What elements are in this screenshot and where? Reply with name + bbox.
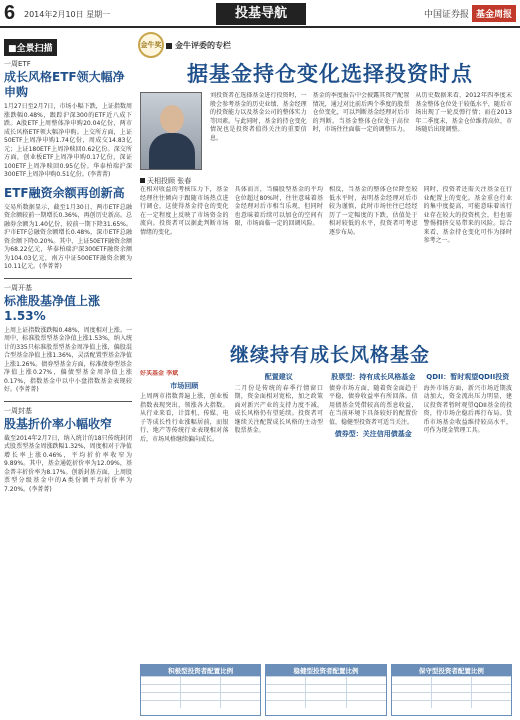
table-row bbox=[266, 676, 385, 684]
table-title: 保守型投资者配置比例 bbox=[392, 665, 511, 676]
article-columns bbox=[140, 186, 512, 326]
table-row bbox=[392, 684, 511, 692]
kicker: 一周开基 bbox=[4, 283, 32, 292]
headline: 标准股基净值上涨1.53% bbox=[4, 293, 101, 323]
left-block-etf bbox=[4, 59, 132, 180]
divider bbox=[4, 401, 132, 402]
page-header bbox=[0, 0, 520, 28]
second-article-columns bbox=[140, 370, 512, 662]
article-column bbox=[424, 370, 513, 662]
article-column: 基金的季度报告中会披露其资产配置情况，通过对比前后两个季度的股票仓位变化，可以判断基金经理对后市的判断。当基金整体仓位处于高位时，市场往往面临一定的调整压力。 bbox=[312, 92, 410, 133]
divider bbox=[4, 278, 132, 279]
logo-icon: 金牛奖 bbox=[138, 32, 164, 58]
byline: 好买基金 李斌 bbox=[140, 370, 179, 377]
allocation-tables bbox=[140, 664, 512, 716]
subhead: 配置建议 bbox=[264, 373, 293, 381]
allocation-table-conservative bbox=[391, 664, 512, 716]
article-column: 同时，投资者还需关注基金在行业配置上的变化。基金重仓行业的集中度提高，可能意味着该行业存在较大的投资机会，但也需警惕拥挤交易带来的风险。综合来看，基金持仓变化可作为择时参考之一。 bbox=[423, 186, 512, 244]
article-column: 在相对收益的考核压力下，基金经理往往倾向于跟随市场热点进行调仓，这使得基金持仓的变化在一定程度上反映了市场资金的流向。投资者可以据此判断市场情绪的变化。 bbox=[140, 186, 229, 236]
table-row bbox=[141, 684, 260, 692]
subhead: 市场回顾 bbox=[170, 381, 199, 390]
article-column: 具体而言，当偏股型基金的平均仓位超过80%时，往往意味着基金经理对后市相当乐观，但同时也意味着后续可以加仓的空间有限，市场面临一定的回调风险。 bbox=[234, 186, 323, 227]
author-photo bbox=[140, 92, 202, 170]
brand-section: 基金周报 bbox=[472, 5, 516, 22]
second-headline: 继续持有成长风格基金 bbox=[229, 344, 430, 366]
section-badge: 投基导航 bbox=[216, 3, 306, 25]
headline: ETF融资余额再创新高 bbox=[4, 185, 125, 200]
table-title: 积极型投资者配置比例 bbox=[141, 665, 260, 676]
photo-head bbox=[160, 105, 184, 133]
body-text: 上周上证指数涨跌幅0.48%，周度相对上涨。一周中，标准股票型基金净值上涨1.53%，纳入统计的335只标准股票型基金周净值上涨，偏股混合型基金净值上涨1.36%，灵活配置型基金净值上涨1.26%。债券型基金方面，标准债券型基金净值上涨0.27%，偏债型基金周净值上涨0.17%，指数基金中以中小盘指数基金表现较好。(李菁菁) bbox=[4, 326, 132, 393]
article-column bbox=[235, 370, 324, 662]
table-row bbox=[392, 692, 511, 700]
kicker: 一周封基 bbox=[4, 406, 32, 415]
left-block-open-fund bbox=[4, 283, 132, 395]
subhead: QDII：暂时观望QDII投资 bbox=[426, 373, 510, 381]
left-block-closed-fund bbox=[4, 406, 132, 495]
table-row bbox=[141, 692, 260, 700]
headline: 成长风格ETF领大幅净申购 bbox=[4, 70, 125, 99]
body-text: 截至2014年2月7日，纳入统计的18只传统封闭式股票型基金周涨跌幅1.32%，周度相对于净值增长率上涨0.46%，平均折价率收窄为9.89%。其中，基金通乾折价率为12.09%，基金普丰折价率为8.17%。创新封基方面，上周股票型分级基金中的A类份额平均折价率为7.20%。(李菁菁) bbox=[4, 434, 132, 493]
issue-date: 2014年2月10日 星期一 bbox=[24, 10, 111, 19]
paragraph: 上周两市指数普遍上涨，创业板指数表现突出，领涨各大指数。从行业来看，计算机、传媒、电子等成长性行业涨幅居前，而银行、地产等传统行业表现相对落后，市场风格继续偏向成长。 bbox=[140, 393, 229, 443]
brand bbox=[424, 4, 516, 22]
allocation-table-moderate bbox=[265, 664, 386, 716]
brand-name: 中国证券报 bbox=[423, 9, 469, 20]
table-row bbox=[141, 676, 260, 684]
page-number: 6 bbox=[4, 2, 16, 24]
table-row bbox=[266, 692, 385, 700]
article-column bbox=[140, 370, 229, 662]
table-row bbox=[141, 700, 260, 708]
author-byline: 天相投顾 张春 bbox=[140, 176, 191, 186]
body-text: 1月27日至2月7日，市场小幅下跌，上证指数周涨跌幅0.48%，跟踪沪深300的ETF近八成下跌。A股ETF上周整体净申购20.04亿份，两市成长风格ETF领大幅净申购。上交所方面，上证50ETF上周净申购1.74亿份，周成交14.83亿元；上证180ETF上周净赎回0.62亿份。深交所方面，创业板ETF上周净申购0.17亿份，深证100ETF上周净赎回0.95亿份。华泰柏瑞沪深300ETF上周净申购0.51亿份。(李菁菁) bbox=[4, 103, 132, 178]
headline: 股基折价率小幅收窄 bbox=[4, 416, 113, 431]
paragraph: 债券市场方面，随着资金面趋于平稳，债券收益率有所回落。信用债基金凭借较高的票息收益，在当前环境下具备较好的配置价值，稳健型投资者可适当关注。 bbox=[329, 384, 418, 426]
left-column bbox=[4, 36, 132, 716]
subhead: 债券型：关注信用债基金 bbox=[334, 430, 412, 438]
column-topic: 金牛评委的专栏 bbox=[166, 40, 231, 51]
column-label: ■全景扫描 bbox=[4, 39, 57, 56]
kicker: 一周ETF bbox=[4, 60, 31, 68]
article-column: 从历史数据来看，2012年四季度末基金整体仓位处于较低水平，随后市场出现了一轮反弹行情；而在2013年二季度末，基金仓位维持高位，市场随后出现调整。 bbox=[415, 92, 513, 133]
photo-body bbox=[149, 133, 195, 169]
main-headline: 据基金持仓变化选择投资时点 bbox=[187, 61, 473, 86]
table-row bbox=[266, 684, 385, 692]
subhead: 股票型：持有成长风格基金 bbox=[331, 373, 416, 381]
allocation-table-aggressive bbox=[140, 664, 261, 716]
table-row bbox=[266, 700, 385, 708]
paragraph: 二月份是传统的春季行情窗口期，资金面相对宽松，加之政策面对新兴产业的支持力度不减，成长风格仍有望延续。投资者可继续关注配置成长风格的主动型股票基金。 bbox=[234, 384, 323, 434]
table-row bbox=[392, 700, 511, 708]
body-text: 交易所数据显示，截至1月30日，两市ETF总融资余额较前一期增长0.36%，再创历史新高。总融券余额为1.40亿份，较前一期下降31.65%。沪市ETF总融资余额增长0.48%，深市ETF总融资余额下降0.20%。其中，上证50ETF融资余额为68.22亿元，华泰柏瑞沪深300ETF融资余额为104.03亿元，南方中证500ETF融资余额为10.11亿元。(李菁菁) bbox=[4, 203, 132, 270]
table-title: 稳健型投资者配置比例 bbox=[266, 665, 385, 676]
paragraph: 海外市场方面，新兴市场近期波动加大，资金流出压力明显，建议投资者暂时观望QDII基金的投资，待市场企稳后再行布局。货币市场基金收益维持较高水平，可作为现金管理工具。 bbox=[423, 384, 512, 434]
article-top-columns bbox=[210, 92, 512, 184]
left-block-margin bbox=[4, 186, 132, 272]
article-column bbox=[329, 370, 418, 662]
article-column: 刘投资者在选择基金进行投资时，一般会参考基金的历史业绩、基金经理的投资能力以及基金公司的整体实力等因素。与此同时，基金的持仓变化情况也是投资者值得关注的重要信息。 bbox=[210, 92, 307, 142]
article-column: 相反，当基金的整体仓位降至较低水平时，表明基金经理对后市较为谨慎，此时市场往往已经经历了一定幅度的下跌，估值处于相对较低的水平，投资者可考虑逐步布局。 bbox=[329, 186, 418, 236]
table-row bbox=[392, 676, 511, 684]
golden-bull-logo bbox=[138, 32, 164, 58]
